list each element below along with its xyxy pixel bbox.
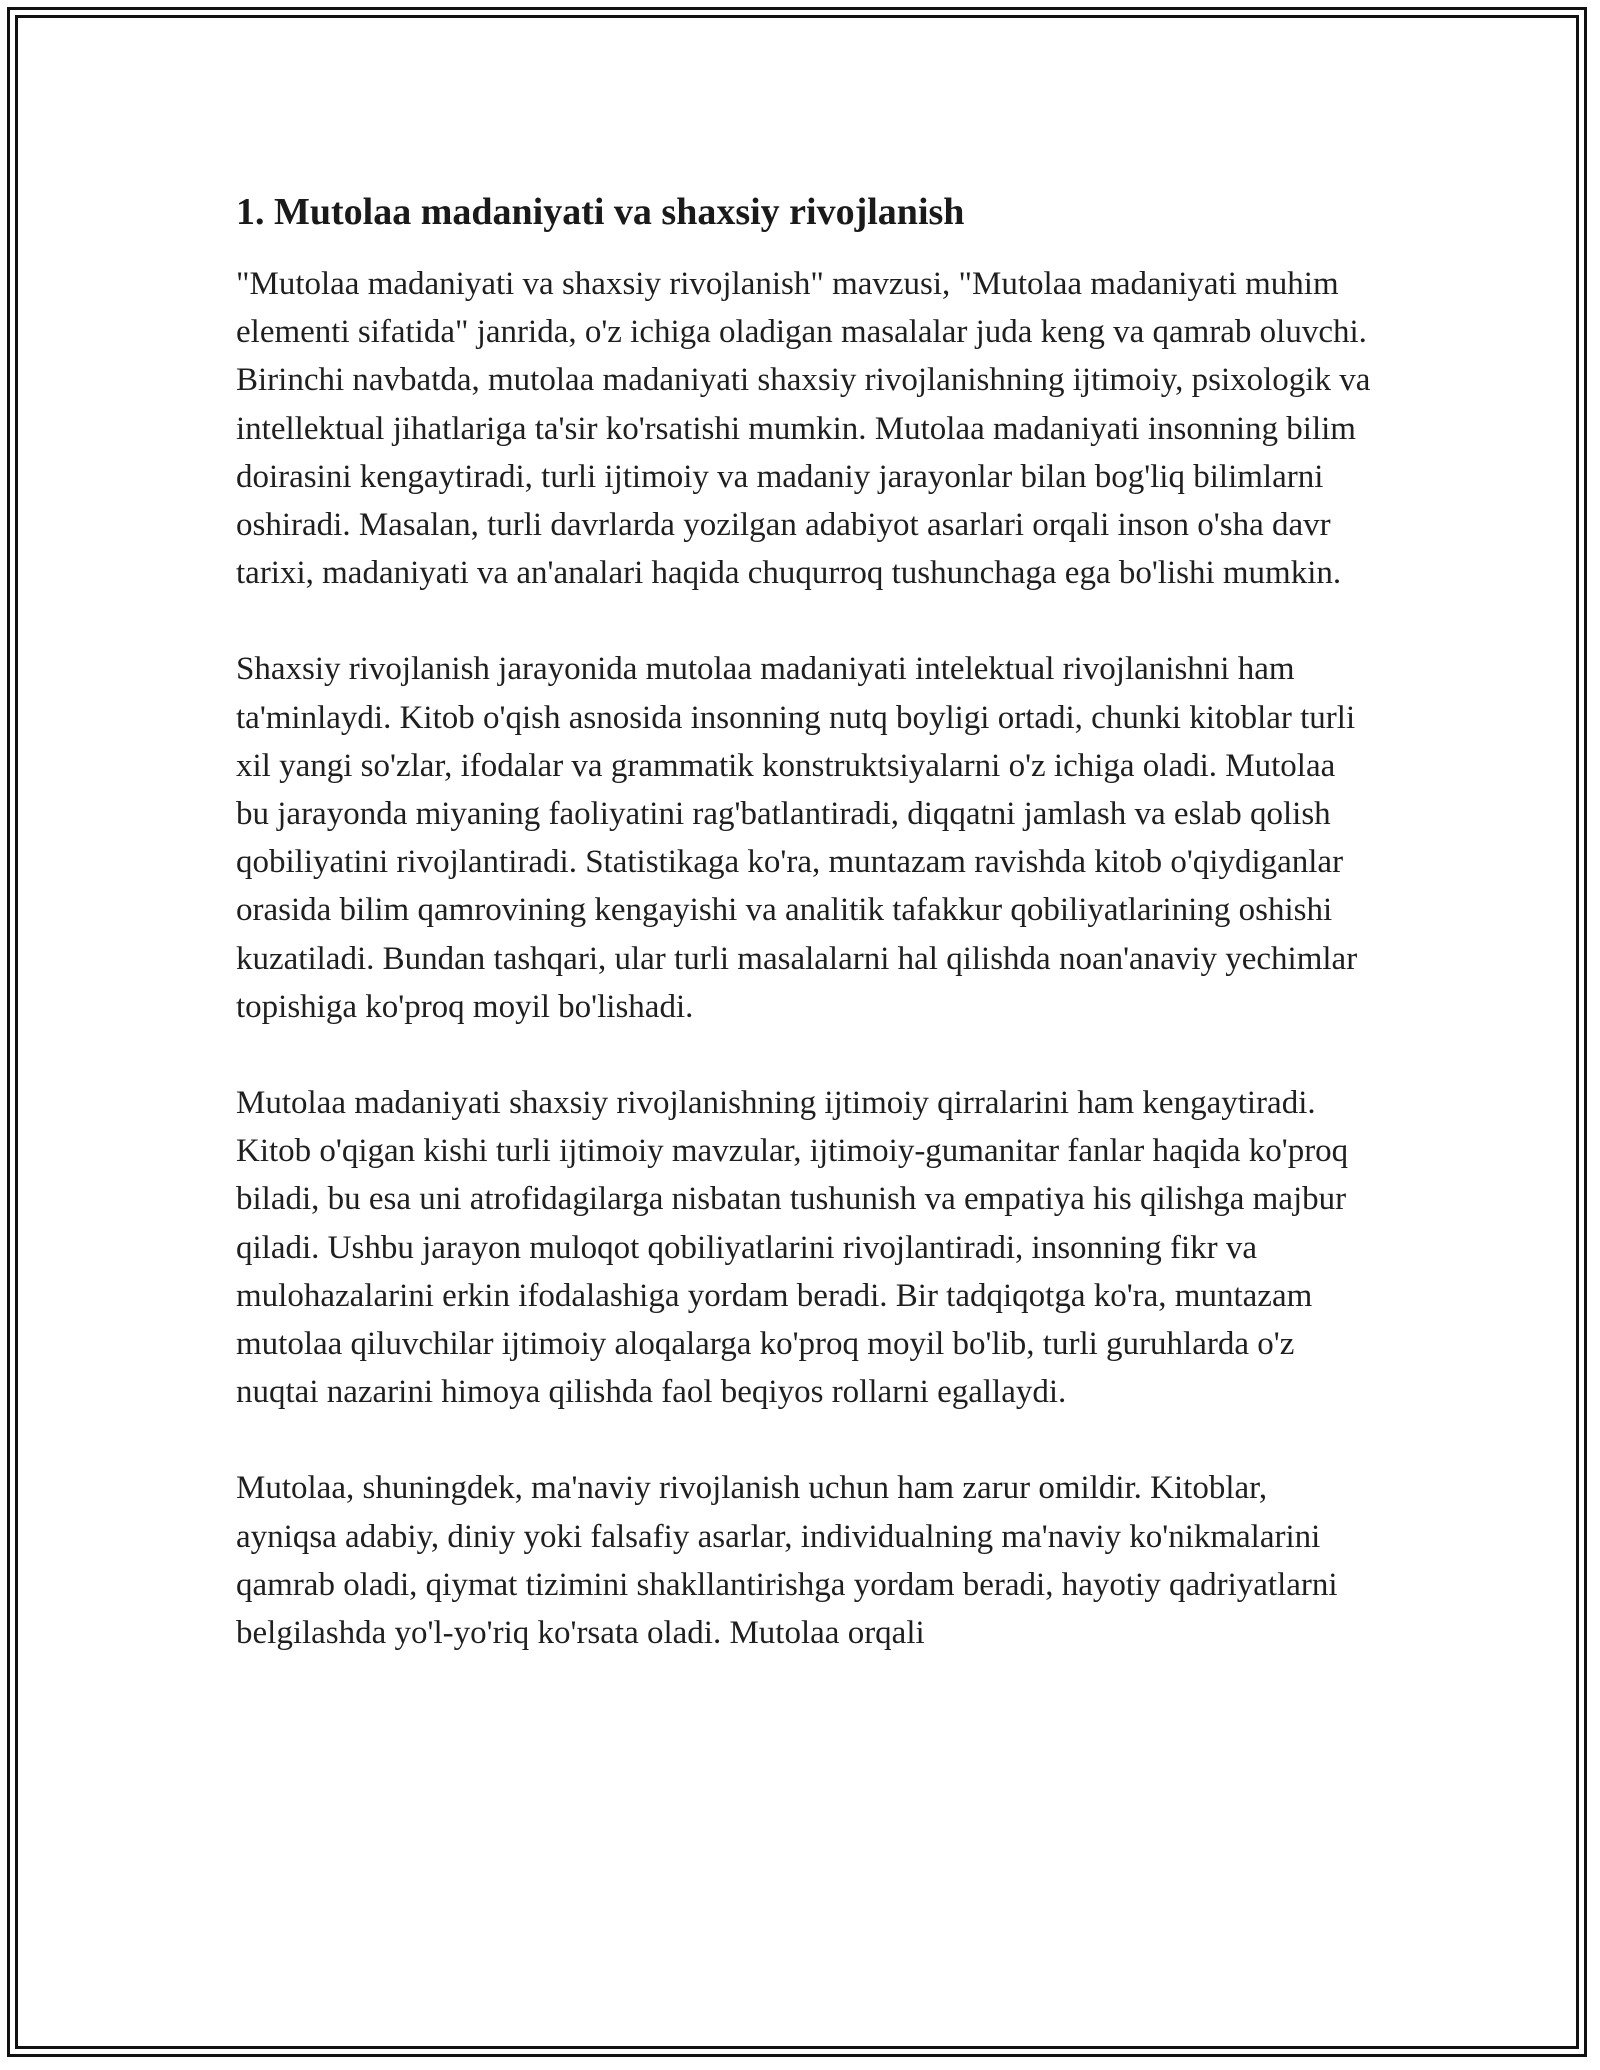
paragraph-3: Mutolaa madaniyati shaxsiy rivojlanishning ijtimoiy qirralarini ham kengaytiradi. Kitob o'qigan kishi turli ijtimoiy mavzular, ijtimoiy-gumanitar fanlar haqida ko'proq biladi, bu esa uni atrofidagilarga nisbatan tushunish va empatiya his qilishga majbur qiladi. Ushbu jarayon muloqot qobiliyatlarini rivojlantiradi, insonning fikr va mulohazalarini erkin ifodalashiga yordam beradi. Bir tadqiqotga ko'ra, muntazam mutolaa qiluvchilar ijtimoiy aloqalarga ko'proq moyil bo'lib, turli guruhlarda o'z nuqtai nazarini himoya qilishda faol beqiyos rollarni egallaydi. bbox=[236, 1085, 1349, 1411]
document-body bbox=[236, 186, 1372, 1705]
section-heading: 1. Mutolaa madaniyati va shaxsiy rivojlanish bbox=[236, 191, 965, 233]
paragraph-2: Shaxsiy rivojlanish jarayonida mutolaa madaniyati intelektual rivojlanishni ham ta'minlaydi. Kitob o'qish asnosida insonning nutq boyligi ortadi, chunki kitoblar turli xil yangi so'zlar, ifodalar va grammatik konstruktsiyalarni o'z ichiga oladi. Mutolaa bu jarayonda miyaning faoliyatini rag'batlantiradi, diqqatni jamlash va eslab qolish qobiliyatini rivojlantiradi. Statistikaga ko'ra, muntazam ravishda kitob o'qiydiganlar orasida bilim qamrovining kengayishi va analitik tafakkur qobiliyatlarining oshishi kuzatiladi. Bundan tashqari, ular turli masalalarni hal qilishda noan'anaviy yechimlar topishiga ko'proq moyil bo'lishadi. bbox=[236, 651, 1358, 1025]
paragraph-4: Mutolaa, shuningdek, ma'naviy rivojlanish uchun ham zarur omildir. Kitoblar, ayniqsa adabiy, diniy yoki falsafiy asarlar, individualning ma'naviy ko'nikmalarini qamrab oladi, qiymat tizimini shakllantirishga yordam beradi, hayotiy qadriyatlarni belgilashda yo'l-yo'riq ko'rsata oladi. Mutolaa orqali bbox=[236, 1470, 1338, 1652]
paragraph-1: "Mutolaa madaniyati va shaxsiy rivojlanish" mavzusi, "Mutolaa madaniyati muhim elementi sifatida" janrida, o'z ichiga oladigan masalalar juda keng va qamrab oluvchi. Birinchi navbatda, mutolaa madaniyati shaxsiy rivojlanishning ijtimoiy, psixologik va intellektual jihatlariga ta'sir ko'rsatishi mumkin. Mutolaa madaniyati insonning bilim doirasini kengaytiradi, turli ijtimoiy va madaniy jarayonlar bilan bog'liq bilimlarni oshiradi. Masalan, turli davrlarda yozilgan adabiyot asarlari orqali inson o'sha davr tarixi, madaniyati va an'analari haqida chuqurroq tushunchaga ega bo'lishi mumkin. bbox=[236, 266, 1371, 592]
